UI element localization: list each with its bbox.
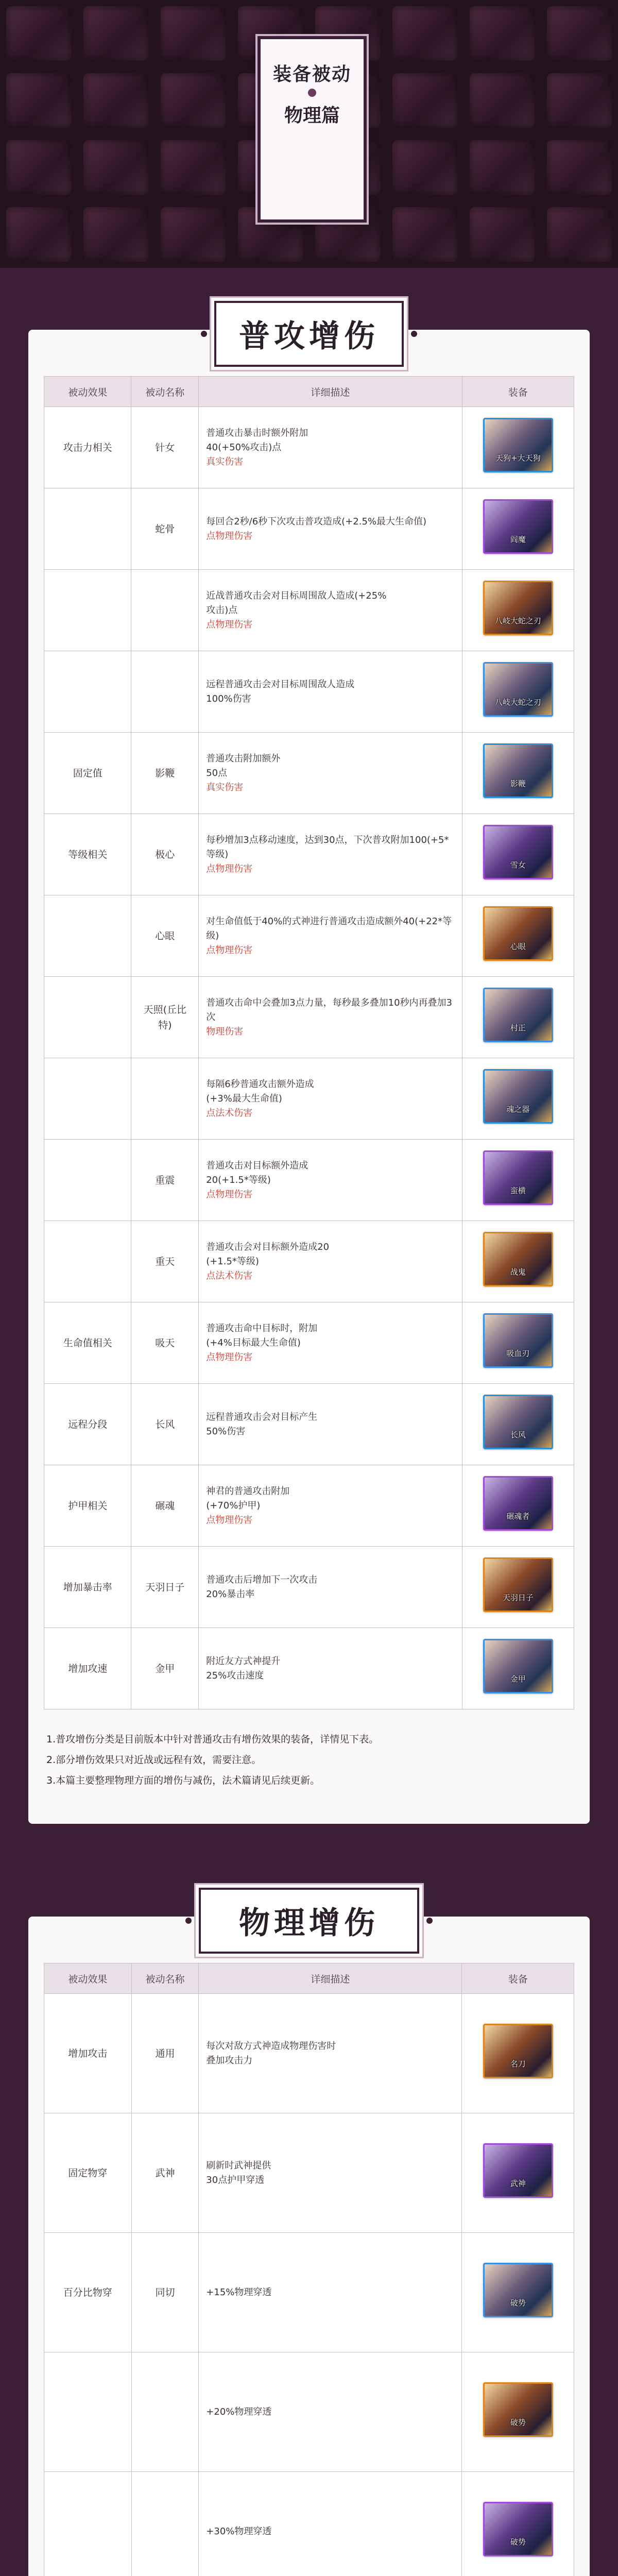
cell-passive-name	[131, 1058, 199, 1140]
table-row	[44, 2113, 574, 2233]
equipment-icon	[483, 1639, 553, 1693]
description-line: 每秒增加3点移动速度，达到30点，下次普攻附加100(+5*等级)	[206, 834, 449, 860]
description-highlight: 点物理伤害	[206, 1514, 253, 1526]
cell-equipment	[462, 1140, 574, 1221]
column-header: 装备	[462, 1963, 574, 1994]
equipment-caption: 影鞭	[510, 779, 526, 788]
cell-equipment	[462, 1994, 574, 2113]
hero-equipment-tile	[470, 73, 535, 128]
description-line: 普通攻击后增加下一次攻击	[206, 1574, 318, 1585]
description-highlight: 点物理伤害	[206, 530, 253, 541]
section-title: 物理增伤	[239, 1905, 379, 1941]
hero-title-card	[258, 36, 367, 223]
description-line: 远程普通攻击会对目标产生	[206, 1411, 318, 1422]
cell-description	[199, 1058, 462, 1140]
section-physical-boost	[28, 1905, 590, 2576]
description-line: 攻击)点	[206, 604, 238, 616]
cell-description	[199, 1384, 462, 1465]
description-line: +30%物理穿透	[206, 2526, 272, 2537]
hero-equipment-tile	[470, 207, 535, 262]
cell-equipment	[462, 407, 574, 488]
column-header: 被动名称	[131, 377, 199, 407]
cell-passive-name	[131, 651, 199, 733]
cell-effect	[44, 1058, 131, 1140]
table-row	[44, 407, 574, 488]
table-physical-boost	[44, 1963, 574, 2576]
hero-equipment-tile	[547, 73, 612, 128]
cell-passive-name: 通用	[131, 1994, 199, 2113]
cell-equipment	[462, 1058, 574, 1140]
cell-passive-name: 重震	[131, 1140, 199, 1221]
description-line: 远程普通攻击会对目标周围敌人造成	[206, 679, 355, 690]
description-line: 普通攻击附加额外	[206, 753, 281, 764]
description-line: 30点护甲穿透	[206, 2174, 265, 2185]
description-line: (+3%最大生命值)	[206, 1093, 282, 1104]
cell-passive-name: 极心	[131, 814, 199, 895]
hero-equipment-tile	[83, 6, 148, 61]
equipment-caption: 长风	[510, 1430, 526, 1439]
description-line: 50点	[206, 767, 228, 778]
note-paragraph: 1.普攻增伤分类是目前版本中针对普通攻击有增伤效果的装备，详情见下表。	[46, 1734, 379, 1745]
column-header: 被动效果	[44, 1963, 132, 1994]
equipment-caption: 天狗+大天狗	[495, 453, 541, 463]
cell-description	[199, 570, 462, 651]
cell-description	[199, 2113, 462, 2233]
cell-passive-name: 影鞭	[131, 733, 199, 814]
cell-description	[199, 1302, 462, 1384]
section-normal-attack-boost	[28, 318, 590, 1824]
column-header: 被动效果	[44, 377, 131, 407]
note-paragraph: 3.本篇主要整理物理方面的增伤与减伤，法术篇请见后续更新。	[46, 1775, 320, 1786]
equipment-icon	[483, 2024, 553, 2078]
hero-equipment-tile	[6, 73, 71, 128]
hero-equipment-tile	[547, 6, 612, 61]
cell-description	[199, 1140, 462, 1221]
table-row	[44, 2472, 574, 2576]
hero-title-line2: 物理篇	[284, 105, 340, 126]
cell-description	[199, 2472, 462, 2576]
cell-passive-name	[131, 2352, 199, 2472]
table-row	[44, 1547, 574, 1628]
cell-passive-name	[131, 2472, 199, 2576]
equipment-icon	[483, 1150, 553, 1205]
description-highlight: 点物理伤害	[206, 1189, 253, 1200]
title-divider-dot	[308, 89, 316, 97]
equipment-icon	[483, 581, 553, 635]
description-line: 普通攻击对目标额外造成	[206, 1160, 308, 1171]
table-row	[44, 1465, 574, 1547]
equipment-caption: 八岐大蛇之刃	[494, 616, 541, 625]
table-row	[44, 1221, 574, 1302]
description-highlight: 点物理伤害	[206, 1351, 253, 1363]
column-header: 装备	[462, 377, 574, 407]
table-row	[44, 488, 574, 570]
description-line: 刷新时武神提供	[206, 2160, 271, 2171]
description-line: 近战普通攻击会对目标周围敌人造成(+25%	[206, 590, 387, 601]
description-line: 每隔6秒普通攻击额外造成	[206, 1078, 314, 1090]
cell-description	[199, 895, 462, 977]
cell-passive-name: 碾魂	[131, 1465, 199, 1547]
hero-equipment-tile	[392, 140, 457, 195]
equipment-caption: 碾魂者	[506, 1512, 530, 1521]
hero-equipment-tile	[161, 140, 226, 195]
cell-description	[199, 488, 462, 570]
description-line: +15%物理穿透	[206, 2286, 272, 2298]
table-row	[44, 1994, 574, 2113]
equipment-icon	[483, 1069, 553, 1124]
description-line: 25%攻击速度	[206, 1670, 264, 1681]
cell-equipment	[462, 1221, 574, 1302]
cell-equipment	[462, 651, 574, 733]
description-line: 附近友方式神提升	[206, 1655, 281, 1667]
cell-equipment	[462, 1628, 574, 1709]
cell-description	[199, 407, 462, 488]
section-title-box	[214, 301, 404, 367]
hero-equipment-tile	[470, 6, 535, 61]
equipment-caption: 心眼	[510, 942, 526, 951]
equipment-caption: 阎魔	[510, 535, 526, 544]
description-line: 对生命值低于40%的式神进行普通攻击造成额外40(+22*等级)	[206, 916, 452, 941]
table-normal-attack	[44, 376, 574, 1709]
cell-description	[199, 977, 462, 1058]
equipment-caption: 破势	[510, 2537, 526, 2547]
equipment-caption: 破势	[510, 2418, 526, 2427]
cell-passive-name: 同切	[131, 2233, 199, 2352]
cell-effect: 增加攻击	[44, 1994, 132, 2113]
equipment-icon	[483, 1395, 553, 1449]
cell-passive-name: 长风	[131, 1384, 199, 1465]
description-highlight: 物理伤害	[206, 1026, 244, 1037]
description-highlight: 真实伤害	[206, 456, 244, 467]
cell-equipment	[462, 977, 574, 1058]
equipment-caption: 魂之器	[506, 1105, 530, 1114]
table-row	[44, 733, 574, 814]
hero-equipment-tile	[83, 73, 148, 128]
table-row	[44, 814, 574, 895]
cell-effect: 百分比物穿	[44, 2233, 132, 2352]
cell-equipment	[462, 570, 574, 651]
section-title: 普攻增伤	[239, 318, 379, 354]
equipment-icon	[483, 906, 553, 961]
hero-equipment-tile	[547, 140, 612, 195]
equipment-icon	[483, 1476, 553, 1531]
table-row	[44, 2352, 574, 2472]
cell-effect: 固定物穿	[44, 2113, 132, 2233]
table-row	[44, 1140, 574, 1221]
cell-equipment	[462, 1384, 574, 1465]
equipment-caption: 破势	[510, 2298, 526, 2308]
hero-equipment-tile	[6, 207, 71, 262]
cell-equipment	[462, 1302, 574, 1384]
equipment-caption: 八岐大蛇之刃	[494, 698, 541, 707]
cell-equipment	[462, 2233, 574, 2352]
cell-effect: 攻击力相关	[44, 407, 131, 488]
cell-effect: 护甲相关	[44, 1465, 131, 1547]
hero-equipment-tile	[83, 207, 148, 262]
description-line: 神君的普通攻击附加	[206, 1485, 290, 1497]
cell-description	[199, 1994, 462, 2113]
equipment-caption: 蛮横	[510, 1186, 526, 1195]
cell-effect	[44, 1140, 131, 1221]
column-header: 详细描述	[199, 377, 462, 407]
equipment-icon	[483, 662, 553, 717]
cell-passive-name: 天羽日子	[131, 1547, 199, 1628]
table-header-row	[44, 1963, 574, 1994]
cell-effect	[44, 2352, 132, 2472]
column-header: 被动名称	[131, 1963, 199, 1994]
cell-description	[199, 651, 462, 733]
hero-equipment-tile	[392, 207, 457, 262]
cell-equipment	[462, 2113, 574, 2233]
equipment-caption: 村正	[510, 1023, 526, 1032]
cell-effect: 增加攻速	[44, 1628, 131, 1709]
description-line: 每回合2秒/6秒下次攻击普攻造成(+2.5%最大生命值)	[206, 516, 427, 527]
cell-effect: 增加暴击率	[44, 1547, 131, 1628]
description-line: (+1.5*等级)	[206, 1256, 259, 1267]
cell-equipment	[462, 488, 574, 570]
description-highlight: 点法术伤害	[206, 1270, 253, 1281]
description-line: 普通攻击暴击时额外附加	[206, 427, 308, 438]
hero-title-line1: 装备被动	[272, 63, 351, 85]
hero-equipment-tile	[392, 6, 457, 61]
equipment-icon	[483, 988, 553, 1042]
equipment-caption: 武神	[510, 2179, 526, 2188]
hero-equipment-tile	[6, 6, 71, 61]
cell-description	[199, 1547, 462, 1628]
table-row	[44, 1384, 574, 1465]
cell-equipment	[462, 814, 574, 895]
description-highlight: 点法术伤害	[206, 1107, 253, 1118]
equipment-icon	[483, 1232, 553, 1286]
cell-passive-name: 金甲	[131, 1628, 199, 1709]
table-row	[44, 895, 574, 977]
cell-effect: 固定值	[44, 733, 131, 814]
description-line: 普通攻击命中目标时，附加	[206, 1323, 318, 1334]
cell-effect: 等级相关	[44, 814, 131, 895]
cell-equipment	[462, 1465, 574, 1547]
equipment-caption: 战鬼	[510, 1267, 526, 1277]
cell-description	[199, 2352, 462, 2472]
cell-description	[199, 733, 462, 814]
hero-equipment-tile	[161, 73, 226, 128]
cell-effect: 生命值相关	[44, 1302, 131, 1384]
description-highlight: 点物理伤害	[206, 944, 253, 956]
table-row	[44, 1058, 574, 1140]
equipment-icon	[483, 2143, 553, 2198]
hero-equipment-tile	[6, 140, 71, 195]
hero-equipment-tile	[161, 207, 226, 262]
description-line: 40(+50%攻击)点	[206, 442, 282, 453]
equipment-icon	[483, 2263, 553, 2317]
column-header: 详细描述	[199, 1963, 462, 1994]
equipment-icon	[483, 1313, 553, 1368]
cell-passive-name: 针女	[131, 407, 199, 488]
cell-equipment	[462, 733, 574, 814]
equipment-icon	[483, 825, 553, 879]
note-paragraph: 2.部分增伤效果只对近战或远程有效，需要注意。	[46, 1754, 262, 1766]
description-line: 20%暴击率	[206, 1588, 255, 1600]
description-highlight: 真实伤害	[206, 782, 244, 793]
cell-effect	[44, 895, 131, 977]
cell-equipment	[462, 1547, 574, 1628]
equipment-caption: 吸血刃	[506, 1349, 530, 1358]
description-line: 100%伤害	[206, 693, 251, 704]
equipment-caption: 天羽日子	[502, 1593, 534, 1602]
cell-passive-name: 天照(丘比特)	[131, 977, 199, 1058]
cell-effect: 远程分段	[44, 1384, 131, 1465]
cell-effect	[44, 977, 131, 1058]
cell-equipment	[462, 895, 574, 977]
cell-description	[199, 1628, 462, 1709]
cell-passive-name: 重天	[131, 1221, 199, 1302]
equipment-caption: 雪女	[510, 860, 526, 870]
description-line: +20%物理穿透	[206, 2406, 272, 2417]
table-row	[44, 651, 574, 733]
description-line: 普通攻击会对目标额外造成20	[206, 1241, 330, 1252]
description-line: (+70%护甲)	[206, 1500, 261, 1511]
equipment-icon	[483, 499, 553, 554]
description-line: 20(+1.5*等级)	[206, 1174, 271, 1185]
equipment-caption: 金甲	[510, 1674, 526, 1684]
equipment-icon	[483, 1557, 553, 1612]
equipment-icon	[483, 2382, 553, 2437]
equipment-icon	[483, 743, 553, 798]
equipment-icon	[483, 2502, 553, 2556]
cell-effect	[44, 2472, 132, 2576]
cell-passive-name: 心眼	[131, 895, 199, 977]
hero-equipment-tile	[392, 73, 457, 128]
cell-description	[199, 1221, 462, 1302]
section-title-box	[199, 1888, 419, 1954]
table-row	[44, 1628, 574, 1709]
hero-equipment-tile	[161, 6, 226, 61]
cell-passive-name	[131, 570, 199, 651]
description-line: 每次对敌方式神造成物理伤害时	[206, 2040, 336, 2052]
cell-description	[199, 2233, 462, 2352]
description-highlight: 点物理伤害	[206, 863, 253, 874]
cell-equipment	[462, 2472, 574, 2576]
cell-passive-name: 吸天	[131, 1302, 199, 1384]
table-row	[44, 977, 574, 1058]
equipment-caption: 名刀	[510, 2059, 526, 2069]
description-line: 普通攻击命中会叠加3点力量，每秒最多叠加10秒内再叠加3次	[206, 997, 453, 1023]
description-line: 叠加攻击力	[206, 2055, 253, 2066]
table-row	[44, 2233, 574, 2352]
equipment-icon	[483, 418, 553, 472]
table-header-row	[44, 377, 574, 407]
cell-description	[199, 814, 462, 895]
cell-passive-name: 蛇骨	[131, 488, 199, 570]
description-line: (+4%目标最大生命值)	[206, 1337, 301, 1348]
hero-equipment-tile	[470, 140, 535, 195]
cell-effect	[44, 1221, 131, 1302]
section-notes	[46, 1731, 572, 1793]
cell-effect	[44, 651, 131, 733]
hero-banner	[0, 0, 618, 268]
table-row	[44, 1302, 574, 1384]
hero-equipment-tile	[83, 140, 148, 195]
cell-equipment	[462, 2352, 574, 2472]
table-row	[44, 570, 574, 651]
cell-effect	[44, 570, 131, 651]
cell-passive-name: 武神	[131, 2113, 199, 2233]
description-line: 50%伤害	[206, 1426, 246, 1437]
description-highlight: 点物理伤害	[206, 619, 253, 630]
cell-description	[199, 1465, 462, 1547]
cell-effect	[44, 488, 131, 570]
hero-equipment-tile	[547, 207, 612, 262]
